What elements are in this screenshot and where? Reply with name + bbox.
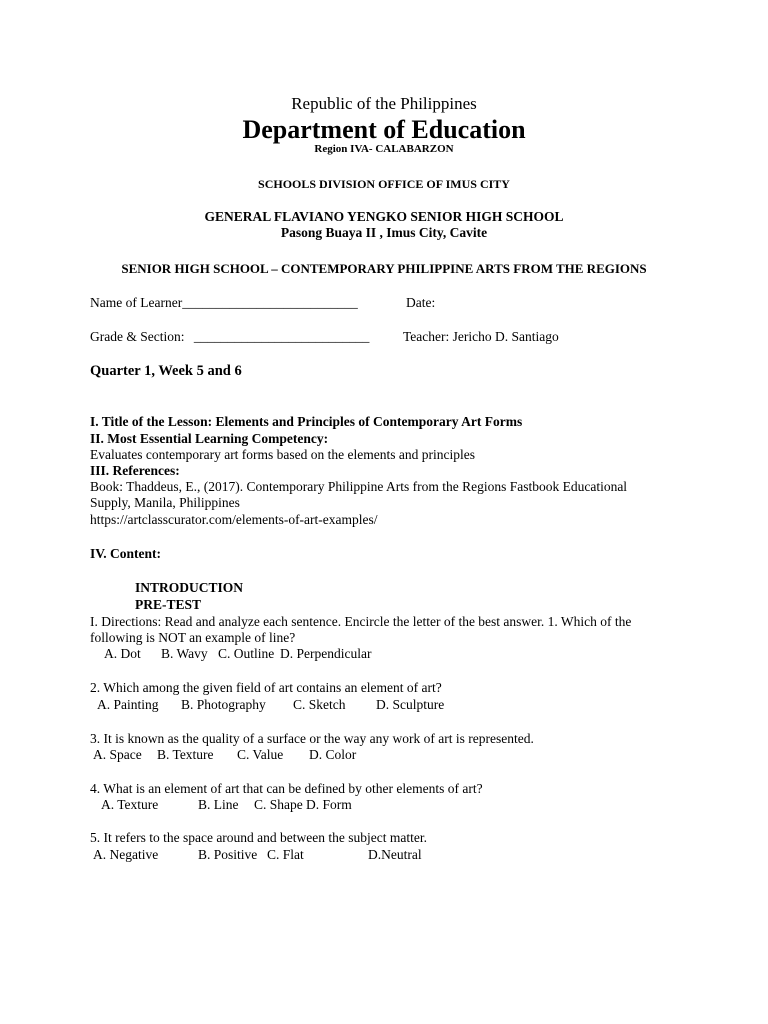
quarter-heading: Quarter 1, Week 5 and 6 (90, 363, 242, 379)
option[interactable]: B. Photography (181, 697, 266, 712)
question-5-options (93, 847, 422, 863)
question-2-options (97, 697, 444, 713)
melc-text: Evaluates contemporary art forms based on the elements and principles (90, 447, 475, 462)
introduction-heading: INTRODUCTION (135, 580, 244, 595)
option[interactable]: D. Perpendicular (280, 646, 372, 661)
option[interactable]: A. Space (93, 747, 142, 762)
directions-line2: following is NOT an example of line? (90, 630, 296, 645)
option[interactable]: D. Form (306, 797, 352, 812)
school-name: GENERAL FLAVIANO YENGKO SENIOR HIGH SCHOOL (204, 209, 564, 224)
republic-heading: Republic of the Philippines (291, 94, 477, 113)
option[interactable]: C. Sketch (293, 697, 346, 712)
division-label: SCHOOLS DIVISION OFFICE OF IMUS CITY (258, 177, 510, 191)
option[interactable]: C. Value (237, 747, 284, 762)
option[interactable]: C. Shape (254, 797, 303, 812)
option[interactable]: D. Color (309, 747, 357, 762)
reference-book-line1: Book: Thaddeus, E., (2017). Contemporary Philippine Arts from the Regions Fastbook Educational (90, 479, 628, 494)
option[interactable]: A. Texture (101, 797, 159, 812)
question-1-options (104, 646, 371, 662)
school-address: Pasong Buaya II , Imus City, Cavite (280, 225, 488, 240)
pretest-heading: PRE-TEST (135, 597, 202, 612)
program-title: SENIOR HIGH SCHOOL – CONTEMPORARY PHILIPPINE ARTS FROM THE REGIONS (121, 261, 647, 276)
option[interactable]: A. Dot (104, 646, 141, 661)
learner-name-label: Name of Learner (90, 295, 183, 310)
lesson-title: I. Title of the Lesson: Elements and Principles of Contemporary Art Forms (90, 414, 523, 429)
grade-section-blank[interactable]: __________________________ (193, 329, 370, 344)
option[interactable]: D.Neutral (368, 847, 422, 862)
option[interactable]: B. Texture (157, 747, 214, 762)
option[interactable]: A. Painting (97, 697, 159, 712)
learner-name-blank[interactable]: __________________________ (182, 295, 358, 310)
content-heading: IV. Content: (90, 546, 162, 561)
option[interactable]: B. Line (198, 797, 239, 812)
question-5-text: 5. It refers to the space around and between the subject matter. (90, 830, 427, 845)
question-2-text: 2. Which among the given field of art contains an element of art? (90, 680, 442, 695)
question-4-text: 4. What is an element of art that can be defined by other elements of art? (90, 781, 483, 796)
reference-book-line2: Supply, Manila, Philippines (90, 495, 240, 510)
grade-section-row (90, 329, 369, 345)
region-label: Region IVA- CALABARZON (314, 143, 454, 155)
date-label: Date: (406, 295, 436, 310)
learner-name-row (90, 295, 358, 311)
option[interactable]: B. Positive (198, 847, 258, 862)
references-heading: III. References: (90, 463, 180, 478)
reference-url: https://artclasscurator.com/elements-of-art-examples/ (90, 512, 378, 527)
question-3-text: 3. It is known as the quality of a surface or the way any work of art is represented. (90, 731, 534, 746)
directions-line1: I. Directions: Read and analyze each sentence. Encircle the letter of the best answer. 1. Which of the (90, 614, 632, 629)
teacher-label: Teacher: Jericho D. Santiago (403, 329, 559, 344)
option[interactable]: A. Negative (93, 847, 159, 862)
grade-section-label: Grade & Section: (90, 329, 185, 344)
option[interactable]: C. Flat (267, 847, 304, 862)
option[interactable]: C. Outline (218, 646, 275, 661)
question-4-options (101, 797, 352, 813)
question-3-options (93, 747, 356, 763)
department-title: Department of Education (242, 115, 526, 144)
option[interactable]: B. Wavy (161, 646, 208, 661)
option[interactable]: D. Sculpture (376, 697, 445, 712)
melc-heading: II. Most Essential Learning Competency: (90, 431, 329, 446)
